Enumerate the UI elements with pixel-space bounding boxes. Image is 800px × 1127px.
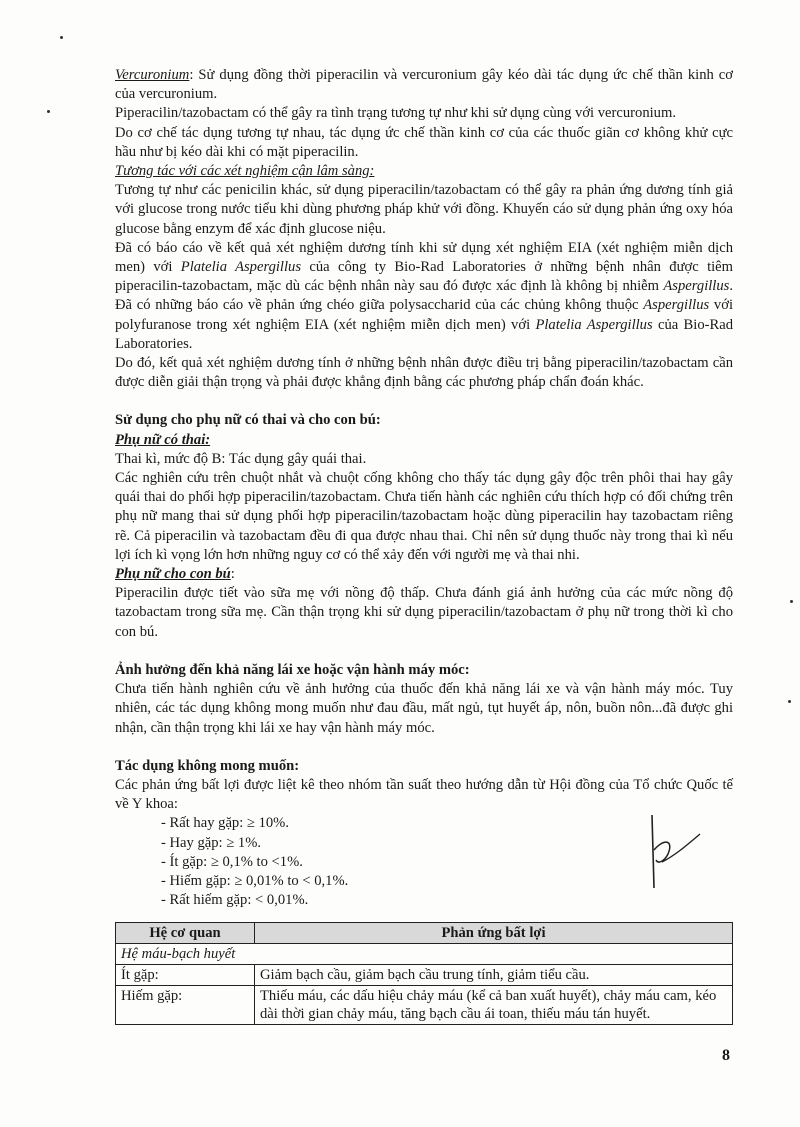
paragraph: Tương tự như các penicilin khác, sử dụng piperacilin/tazobactam có thể gây ra phản ứng dương tính giả với glucose trong nước tiểu khi dùng phương pháp khử với đồng. Khuyến cáo sử dụng phản ứng oxy hóa glucose bằng enzym để xác định glucose niệu. <box>115 182 733 237</box>
frequency-item: - Hay gặp: ≥ 1%. <box>161 834 262 851</box>
nursing-subheading-line <box>115 565 733 584</box>
driving-text: Chưa tiến hành nghiên cứu về ảnh hưởng của thuốc đến khả năng lái xe và vận hành máy móc. Tuy nhiên, các tác dụng không mong muốn như đau đầu, mất ngủ, tụt huyết áp, nôn, buồn nôn...đã được ghi nhận, cần thận trọng khi lái xe hay vận hành máy móc. <box>115 681 733 736</box>
page-number: 8 <box>722 1047 730 1064</box>
scan-artifact <box>360 2 420 10</box>
italic-term: Aspergillus <box>663 278 730 295</box>
frequency-cell: Ít gặp: <box>116 965 255 986</box>
handwritten-initial <box>640 810 720 890</box>
vercuronium-paragraph <box>115 66 733 104</box>
table-row <box>116 986 733 1025</box>
driving-heading: Ảnh hưởng đến khả năng lái xe hoặc vận hành máy móc: <box>115 661 470 678</box>
text-run: với polyfuranose trong xét nghiệm EIA (xét nghiệm miễn dịch men) với <box>115 297 733 333</box>
lab-interaction-heading: Tương tác với các xét nghiệm cận lâm sàng: <box>115 163 375 180</box>
nursing-subheading: Phụ nữ cho con bú <box>115 566 231 583</box>
system-cell: Hệ máu-bạch huyết <box>116 944 733 965</box>
scan-speck <box>790 600 793 603</box>
text-run: của công ty Bio-Rad Laboratories ở những bệnh nhân được tiêm piperacilin-tazobactam, mặc dù các bệnh nhân này sau đó được xác định là không bị nhiễm <box>115 259 734 295</box>
paragraph: Do đó, kết quả xét nghiệm dương tính ở những bệnh nhân được điều trị bằng piperacilin/tazobactam cần được diễn giải thận trọng và phải được khẳng định bằng các phương pháp chẩn đoán khác. <box>115 355 733 391</box>
adverse-reactions-table <box>115 922 733 1025</box>
paragraph: Piperacilin/tazobactam có thể gây ra tình trạng tương tự như khi sử dụng cùng với vercuronium. <box>115 105 676 122</box>
text-run: . Đã có những báo cáo về phản ứng chéo giữa polysaccharid của các chủng không thuộc <box>115 278 733 314</box>
scan-speck <box>788 700 791 703</box>
frequency-cell: Hiếm gặp: <box>116 986 255 1025</box>
nursing-text: Piperacilin được tiết vào sữa mẹ với nồng độ thấp. Chưa đánh giá ảnh hưởng của các mức nồng độ tazobactam trong sữa mẹ. Cần thận trọng khi sử dụng piperacilin/tazobactam ở phụ nữ trong thời kì cho con bú. <box>115 585 733 640</box>
adverse-intro: Các phản ứng bất lợi được liệt kê theo nhóm tần suất theo hướng dẫn từ Hội đồng của Tổ chức Quốc tế về Y khoa: <box>115 776 733 813</box>
vercuronium-term: Vercuronium <box>115 67 190 83</box>
scan-speck <box>60 36 63 39</box>
adverse-heading: Tác dụng không mong muốn: <box>115 757 300 774</box>
table-row <box>116 965 733 986</box>
column-header-system: Hệ cơ quan <box>116 923 255 944</box>
reaction-cell: Thiếu máu, các dấu hiệu chảy máu (kể cả ban xuất huyết), chảy máu cam, kéo dài thời gian chảy máu, tăng bạch cầu ái toan, thiếu máu tán huyết. <box>255 986 733 1025</box>
paragraph: Do cơ chế tác dụng tương tự nhau, tác dụng ức chế thần kinh cơ của các thuốc giãn cơ không khử cực hầu như bị kéo dài khi có mặt piperacilin. <box>115 124 733 160</box>
frequency-item: - Ít gặp: ≥ 0,1% to <1%. <box>161 853 303 870</box>
table-header-row <box>116 923 733 944</box>
italic-term: Platelia Aspergillus <box>535 316 653 333</box>
eia-paragraph <box>115 239 733 354</box>
scan-speck <box>47 110 50 113</box>
frequency-item: - Rất hay gặp: ≥ 10%. <box>161 815 289 832</box>
italic-term: Platelia Aspergillus <box>180 259 302 276</box>
reaction-cell: Giảm bạch cầu, giảm bạch cầu trung tính, giảm tiểu cầu. <box>255 965 733 986</box>
pregnant-subheading: Phụ nữ có thai: <box>115 431 211 448</box>
frequency-item: - Rất hiếm gặp: < 0,01%. <box>161 892 309 909</box>
pregnancy-heading: Sử dụng cho phụ nữ có thai và cho con bú: <box>115 412 381 429</box>
pregnancy-category: Thai kì, mức độ B: Tác dụng gây quái thai. <box>115 450 367 467</box>
colon: : <box>230 566 235 583</box>
frequency-item: - Hiếm gặp: ≥ 0,01% to < 0,1%. <box>161 872 349 889</box>
text-run: của Bio-Rad Laboratories. <box>115 316 733 352</box>
text-run: Đã có báo cáo về kết quả xét nghiệm dương tính khi sử dụng xét nghiệm EIA (xét nghiệm miễn dịch men) với <box>115 239 733 276</box>
vercuronium-text: : Sử dụng đồng thời piperacilin và vercuronium gây kéo dài tác dụng ức chế thần kinh cơ của vercuronium. <box>115 67 733 103</box>
italic-term: Aspergillus <box>643 297 710 314</box>
table-row <box>116 944 733 965</box>
pregnancy-text: Các nghiên cứu trên chuột nhắt và chuột cống không cho thấy tác dụng gây độc trên phôi thai hay gây quái thai do phối hợp piperacilin/tazobactam. Chưa tiến hành các nghiên cứu thích hợp có đối chứng trên phụ nữ mang thai sử dụng phối hợp piperacilin/tazobactam hoặc dùng piperacilin hay tazobactam riêng rẽ. Cả piperacilin và tazobactam đều đi qua được nhau thai. Chỉ nên sử dụng thuốc này trong thai kì nếu lợi ích kì vọng lớn hơn những nguy cơ có thể xảy đến với người mẹ và thai nhi. <box>115 470 733 563</box>
column-header-reaction: Phản ứng bất lợi <box>255 923 733 944</box>
